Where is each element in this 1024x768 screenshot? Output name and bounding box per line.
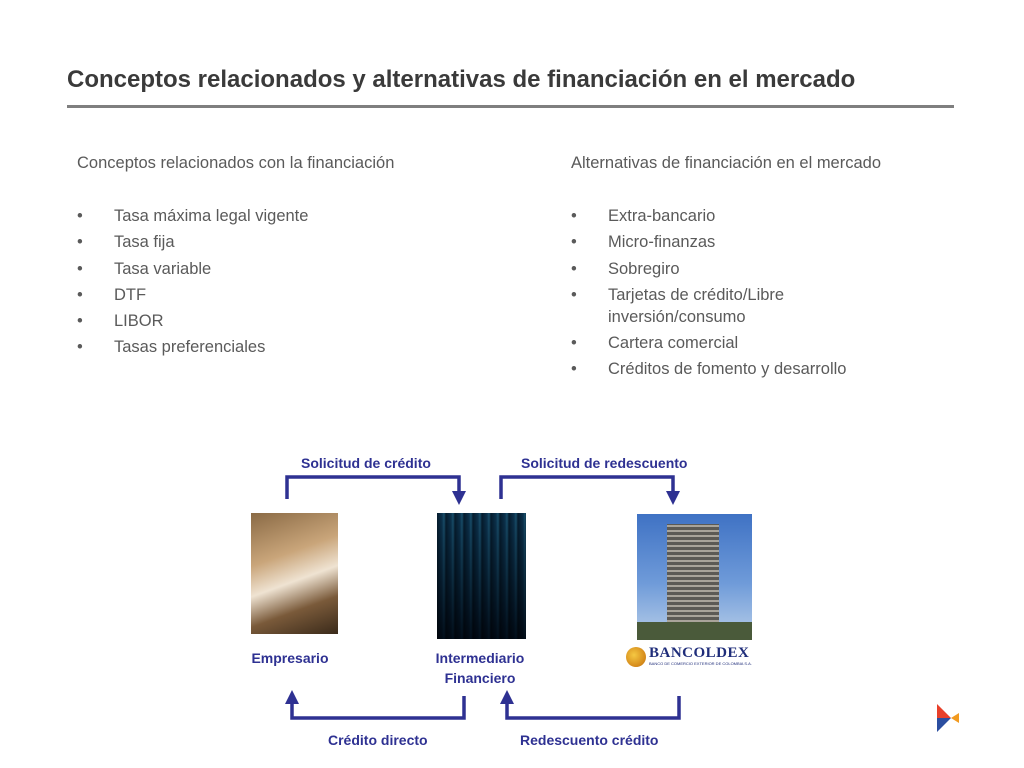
list-item: • Créditos de fomento y desarrollo: [571, 358, 871, 380]
credit-request-arrow: [287, 477, 459, 499]
list-item: • DTF: [77, 284, 517, 306]
credit-request-label: Solicitud de crédito: [301, 455, 431, 471]
entrepreneur-label: Empresario: [251, 650, 329, 666]
bancoldex-building-photo: [637, 514, 752, 640]
bancoldex-logo: [626, 646, 758, 668]
related-concepts-heading: Conceptos relacionados con la financiación: [77, 154, 395, 172]
rediscount-request-label: Solicitud de redescuento: [521, 455, 688, 471]
direct-credit-label: Crédito directo: [328, 732, 428, 748]
list-item: • Tasa variable: [77, 258, 517, 280]
list-item: • Micro-finanzas: [571, 231, 871, 253]
related-concepts-list: [77, 205, 517, 358]
page-title: Conceptos relacionados y alternativas de financiación en el mercado: [67, 66, 856, 93]
list-item: • Cartera comercial: [571, 332, 871, 354]
financial-intermediary-line1: Intermediario: [435, 650, 525, 666]
financing-alternatives-heading: Alternativas de financiación en el mercado: [571, 154, 882, 172]
list-item: • Extra-bancario: [571, 205, 871, 227]
list-item: • LIBOR: [77, 310, 517, 332]
list-item: • Tasas preferenciales: [77, 336, 517, 358]
bank-trees-shape: [637, 622, 752, 640]
rediscount-credit-arrow: [507, 696, 679, 718]
bancoldex-wordmark: BANCOLDEX: [649, 645, 750, 661]
corner-brand-icon: [937, 704, 959, 732]
list-item: • Sobregiro: [571, 258, 871, 280]
list-item: • Tasa máxima legal vigente: [77, 205, 517, 227]
related-concepts-column: [77, 152, 517, 363]
financing-alternatives-list: [571, 205, 951, 380]
financial-intermediary-line2: Financiero: [444, 670, 516, 686]
list-item: • Tasa fija: [77, 231, 517, 253]
title-divider: [67, 105, 954, 108]
direct-credit-arrow: [292, 696, 464, 718]
financing-alternatives-column: [571, 152, 951, 385]
rediscount-credit-label: Redescuento crédito: [520, 732, 659, 748]
bancoldex-emblem-icon: [626, 647, 646, 667]
bancoldex-tagline: BANCO DE COMERCIO EXTERIOR DE COLOMBIA S.A.: [649, 661, 752, 666]
financial-intermediary-label: [420, 648, 540, 688]
list-item: • Tarjetas de crédito/Libre inversión/consumo: [571, 284, 871, 328]
glass-tower-photo: [437, 513, 526, 639]
rediscount-request-arrow: [501, 477, 673, 499]
businessman-photo: [251, 513, 338, 634]
